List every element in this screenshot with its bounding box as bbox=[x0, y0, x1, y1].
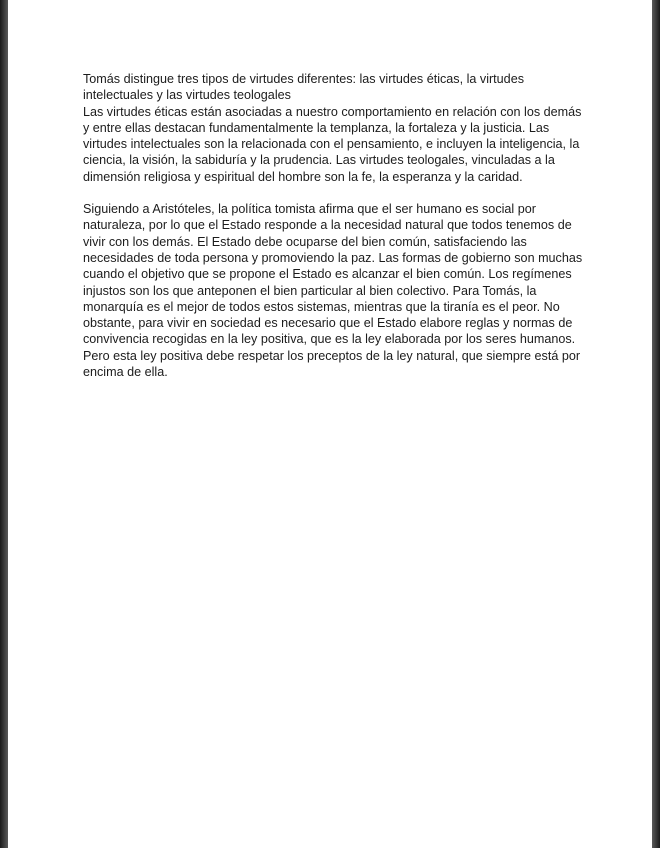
paragraph-virtues-detail: Las virtudes éticas están asociadas a nuestro comportamiento en relación con los demás y entre ellas destacan fundamentalmente la templanza, la fortaleza y la justicia. Las virtudes intelectuales son la relacionada con el pensamiento, e incluyen la inteligencia, la ciencia, la visión, la sabiduría y la prudencia. Las virtudes teologales, vinculadas a la dimensión religiosa y espiritual del hombre son la fe, la esperanza y la caridad. bbox=[83, 104, 582, 184]
paragraph-spacer bbox=[83, 185, 583, 201]
paragraph-politics: Siguiendo a Aristóteles, la política tomista afirma que el ser humano es social por naturaleza, por lo que el Estado responde a la necesidad natural que todos tenemos de vivir con los demás. El Estado debe ocuparse del bien común, satisfaciendo las necesidades de toda persona y promoviendo la paz. Las formas de gobierno son muchas cuando el objetivo que se propone el Estado es alcanzar el bien común. Los regímenes injustos son los que anteponen el bien particular al bien colectivo. Para Tomás, la monarquía es el mejor de todos estos sistemas, mientras que la tiranía es el peor. No obstante, para vivir en sociedad es necesario que el Estado elabore reglas y normas de convivencia recogidas en la ley positiva, que es la ley elaborada por los seres humanos. Pero esta ley positiva debe respetar los preceptos de la ley natural, que siempre está por encima de ella. bbox=[83, 202, 583, 380]
document-page bbox=[8, 0, 652, 848]
left-page-edge bbox=[0, 0, 8, 848]
document-body bbox=[83, 71, 583, 380]
right-page-edge bbox=[652, 0, 660, 848]
paragraph-virtues-intro: Tomás distingue tres tipos de virtudes diferentes: las virtudes éticas, la virtudes intelectuales y las virtudes teologales bbox=[83, 72, 524, 103]
